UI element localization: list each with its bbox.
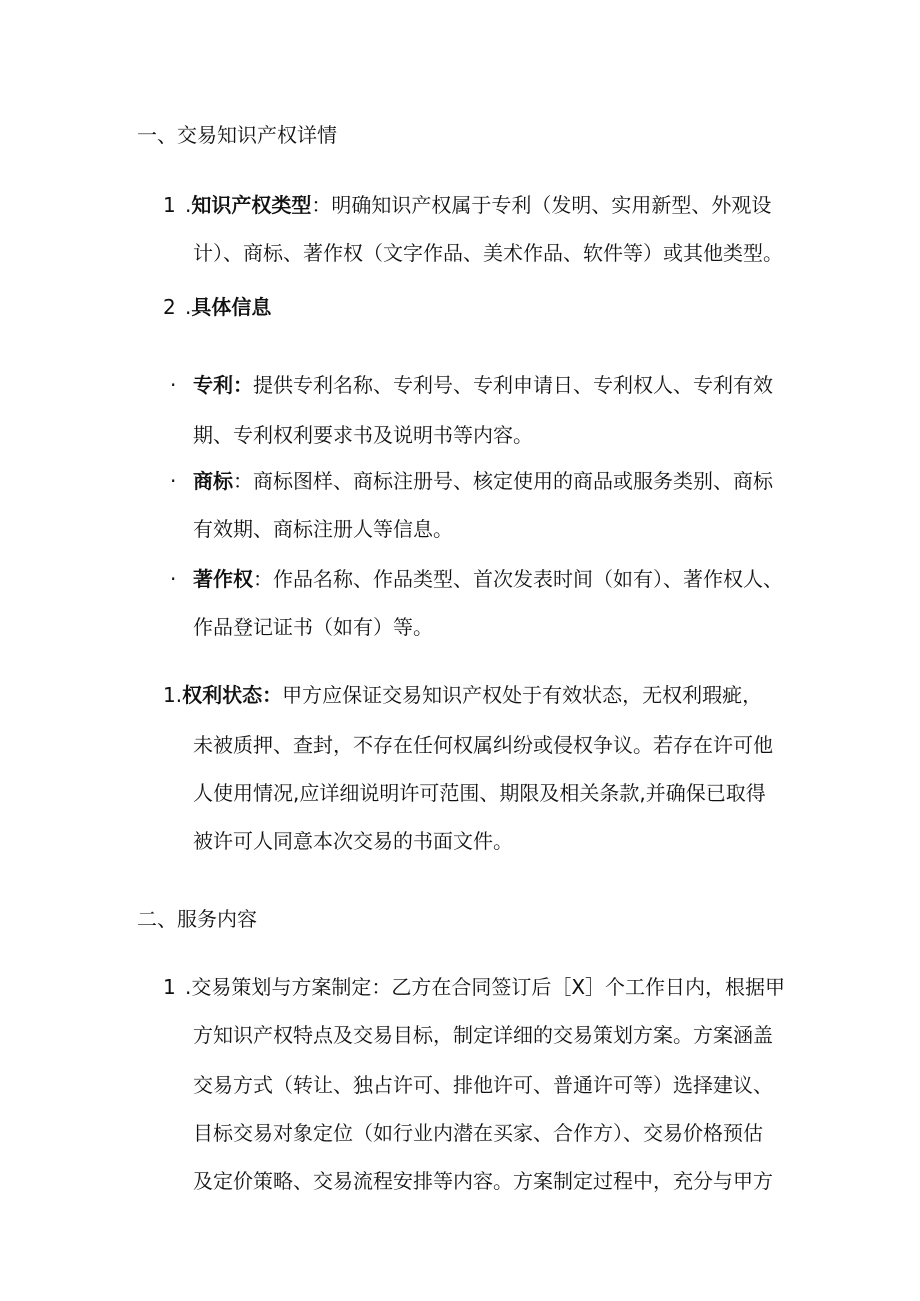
- bullet-dot: ·: [170, 373, 177, 397]
- item-label: 具体信息: [191, 295, 272, 319]
- bullet-dot: ·: [170, 469, 177, 493]
- item-text: 明确知识产权属于专利（发明、实用新型、外观设: [331, 193, 772, 217]
- bullet-dot: ·: [170, 567, 177, 591]
- item-specific-info: [163, 292, 271, 322]
- item-separator: ：: [311, 193, 332, 217]
- bullet-patent: [170, 370, 773, 400]
- item-number: 2: [163, 295, 176, 319]
- item-rights-status: [163, 680, 762, 710]
- bullet-patent-cont: 期、专利权利要求书及说明书等内容。: [193, 423, 533, 447]
- item-label: 知识产权类型: [191, 193, 312, 217]
- item-rights-status-cont-3: 被许可人同意本次交易的书面文件。: [193, 829, 513, 853]
- item-planning-cont-4: 及定价策略、交易流程安排等内容。方案制定过程中，充分与甲方: [193, 1169, 773, 1193]
- item-planning: [163, 972, 785, 1002]
- item-number: 1.: [163, 683, 183, 707]
- item-ip-type: [163, 190, 771, 220]
- bullet-separator: ：: [233, 469, 253, 493]
- item-number: 1: [163, 975, 176, 999]
- bullet-trademark: [170, 466, 773, 496]
- bullet-text: 商标图样、商标注册号、核定使用的商品或服务类别、商标: [253, 469, 773, 493]
- item-rights-status-cont-1: 未被质押、查封，不存在任何权属纠纷或侵权争议。若存在许可他: [193, 733, 773, 757]
- item-ip-type-cont: 计）、商标、著作权（文字作品、美术作品、软件等）或其他类型。: [193, 241, 783, 265]
- section-1-heading: 一、交易知识产权详情: [137, 123, 337, 147]
- item-planning-cont-2: 交易方式（转让、独占许可、排他许可、普通许可等）选择建议、: [193, 1073, 773, 1097]
- bullet-copyright-cont: 作品登记证书（如有）等。: [193, 615, 433, 639]
- item-number: 1: [163, 193, 176, 217]
- bullet-separator: ：: [253, 567, 273, 591]
- item-text: .交易策划与方案制定：乙方在合同签订后［X］个工作日内，根据甲: [185, 975, 786, 999]
- bullet-trademark-cont: 有效期、商标注册人等信息。: [193, 517, 453, 541]
- item-rights-status-cont-2: 人使用情况,应详细说明许可范围、期限及相关条款,并确保已取得: [193, 781, 766, 805]
- bullet-text: 作品名称、作品类型、首次发表时间（如有）、著作权人、: [273, 567, 783, 591]
- item-prefix: .: [185, 193, 192, 217]
- bullet-label: 著作权: [193, 567, 253, 591]
- item-text: 甲方应保证交易知识产权处于有效状态，无权利瑕疵，: [282, 683, 763, 707]
- bullet-copyright: [170, 564, 783, 594]
- bullet-label: 商标: [193, 469, 233, 493]
- section-2-heading: 二、服务内容: [137, 907, 257, 931]
- bullet-text: 提供专利名称、专利号、专利申请日、专利权人、专利有效: [253, 373, 773, 397]
- item-planning-cont-1: 方知识产权特点及交易目标，制定详细的交易策划方案。方案涵盖: [193, 1023, 773, 1047]
- item-label: 权利状态：: [182, 683, 283, 707]
- bullet-label: 专利：: [193, 373, 253, 397]
- item-planning-cont-3: 目标交易对象定位（如行业内潜在买家、合作方）、交易价格预估: [193, 1121, 763, 1145]
- item-prefix: .: [185, 295, 192, 319]
